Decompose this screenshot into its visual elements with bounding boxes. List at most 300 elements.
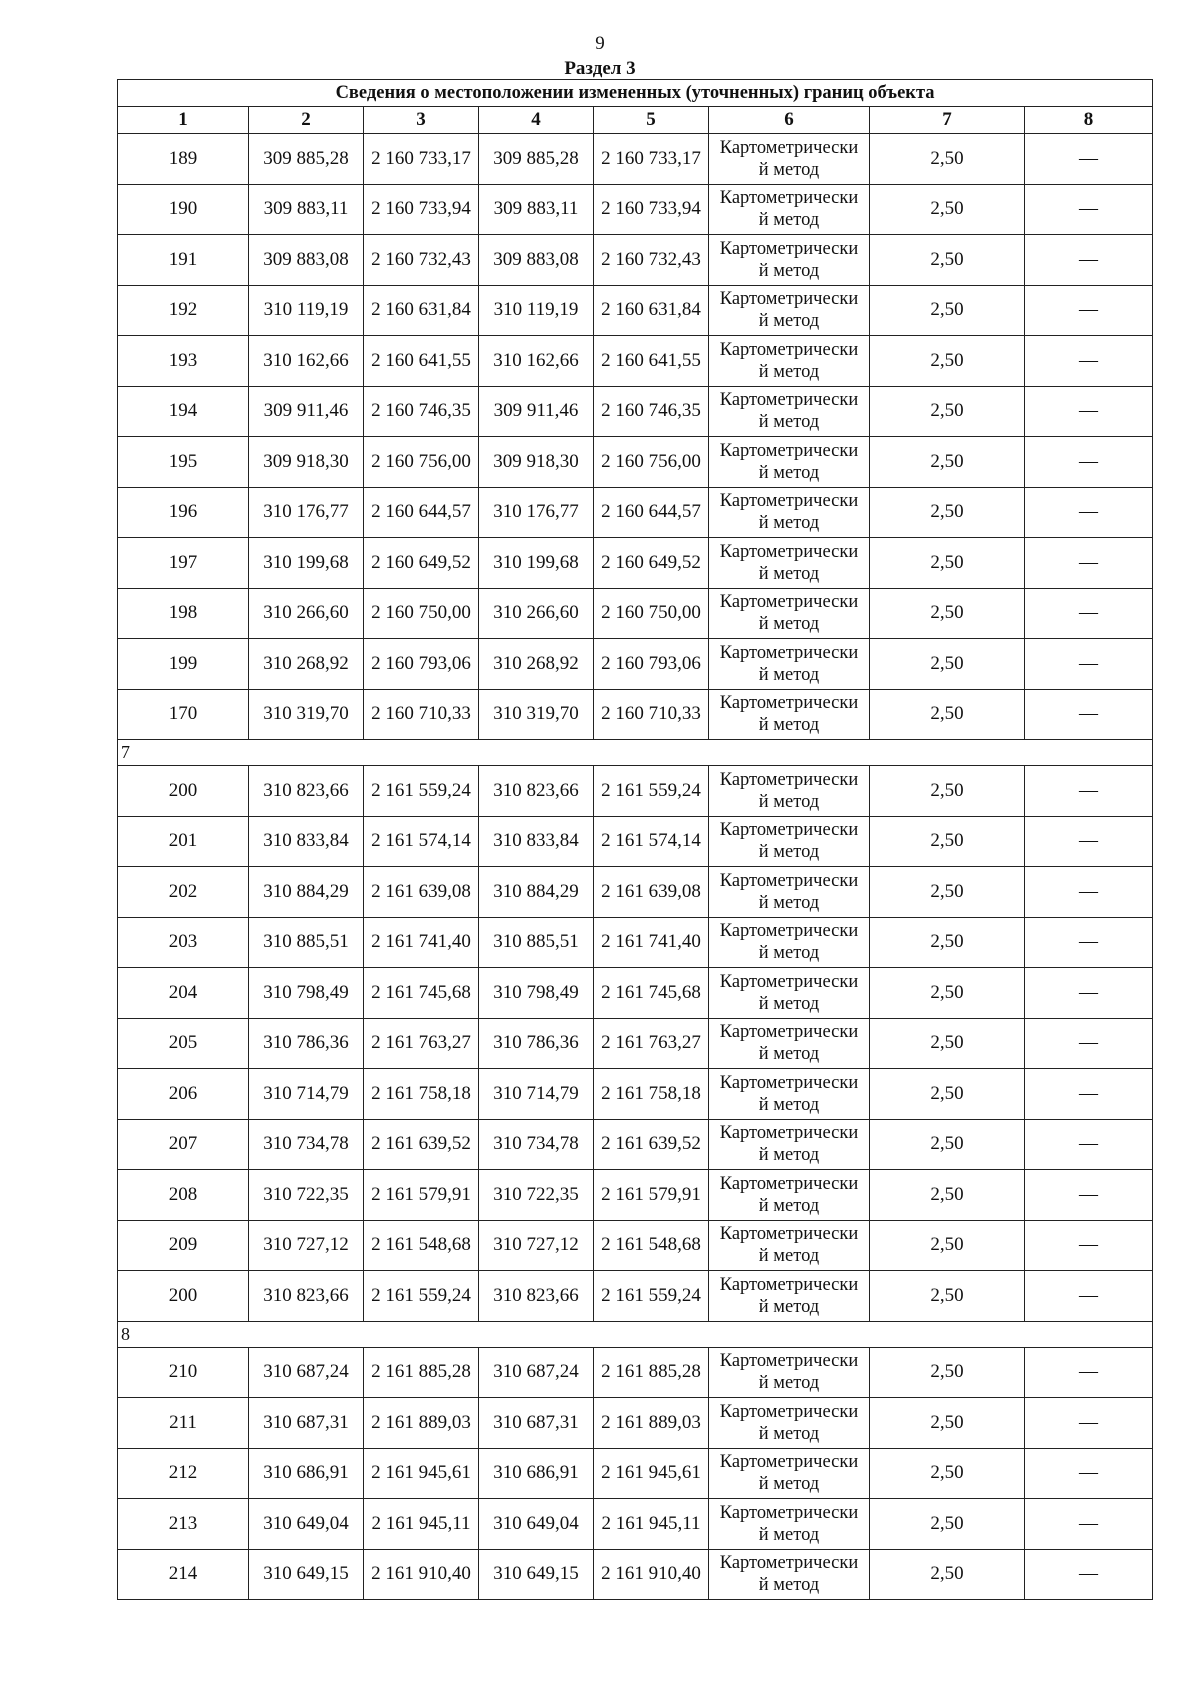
y-old-cell: 2 161 745,68: [364, 968, 479, 1019]
y-new-cell: 2 161 639,08: [594, 867, 709, 918]
x-new-cell: 310 199,68: [479, 538, 594, 589]
column-number: 4: [479, 107, 594, 134]
x-new-cell: 310 649,04: [479, 1499, 594, 1550]
method-cell: [709, 1119, 870, 1170]
boundary-coordinates-table: [117, 79, 1153, 1600]
method-text-line2: й метод: [758, 892, 820, 913]
description-cell: —: [1025, 639, 1153, 690]
column-number: 5: [594, 107, 709, 134]
column-number: 8: [1025, 107, 1153, 134]
x-old-cell: 310 649,15: [249, 1549, 364, 1600]
y-new-cell: 2 161 741,40: [594, 917, 709, 968]
method-cell: [709, 639, 870, 690]
table-row: [118, 689, 1153, 740]
accuracy-cell: 2,50: [870, 867, 1025, 918]
table-row: [118, 968, 1153, 1019]
method-cell: [709, 538, 870, 589]
accuracy-cell: 2,50: [870, 1448, 1025, 1499]
accuracy-cell: 2,50: [870, 689, 1025, 740]
y-new-cell: 2 160 710,33: [594, 689, 709, 740]
method-cell: [709, 917, 870, 968]
table-body: [118, 134, 1153, 1600]
accuracy-cell: 2,50: [870, 639, 1025, 690]
table-row: [118, 1448, 1153, 1499]
method-text-line2: й метод: [758, 993, 820, 1014]
x-new-cell: 310 268,92: [479, 639, 594, 690]
y-old-cell: 2 161 945,11: [364, 1499, 479, 1550]
y-new-cell: 2 160 631,84: [594, 285, 709, 336]
y-old-cell: 2 160 644,57: [364, 487, 479, 538]
y-new-cell: 2 160 756,00: [594, 437, 709, 488]
accuracy-cell: 2,50: [870, 235, 1025, 286]
point-number-cell: 170: [118, 689, 249, 740]
method-text-line1: Картометрически: [719, 541, 859, 562]
method-cell: [709, 134, 870, 185]
method-text-line1: Картометрически: [719, 339, 859, 360]
method-text-line2: й метод: [758, 1524, 820, 1545]
x-old-cell: 310 687,24: [249, 1347, 364, 1398]
x-old-cell: 309 885,28: [249, 134, 364, 185]
x-old-cell: 309 911,46: [249, 386, 364, 437]
column-number-row: [118, 107, 1153, 134]
y-old-cell: 2 160 710,33: [364, 689, 479, 740]
method-text-line2: й метод: [758, 1195, 820, 1216]
method-text-line1: Картометрически: [719, 921, 859, 942]
column-number: 6: [709, 107, 870, 134]
point-number-cell: 207: [118, 1119, 249, 1170]
description-cell: —: [1025, 917, 1153, 968]
table-row: [118, 1499, 1153, 1550]
method-cell: [709, 1398, 870, 1449]
method-text-line2: й метод: [758, 159, 820, 180]
x-new-cell: 309 883,11: [479, 184, 594, 235]
contour-group-row: [118, 740, 1153, 766]
y-new-cell: 2 161 639,52: [594, 1119, 709, 1170]
description-cell: —: [1025, 1170, 1153, 1221]
contour-group-label: 7: [118, 740, 1153, 766]
x-old-cell: 310 199,68: [249, 538, 364, 589]
description-cell: —: [1025, 867, 1153, 918]
x-old-cell: 310 823,66: [249, 766, 364, 817]
method-cell: [709, 766, 870, 817]
method-text-line1: Картометрически: [719, 971, 859, 992]
y-new-cell: 2 160 733,94: [594, 184, 709, 235]
description-cell: —: [1025, 1220, 1153, 1271]
y-new-cell: 2 160 732,43: [594, 235, 709, 286]
method-text-line2: й метод: [758, 1474, 820, 1495]
accuracy-cell: 2,50: [870, 386, 1025, 437]
method-text-line1: Картометрически: [719, 491, 859, 512]
table-row: [118, 867, 1153, 918]
method-text-line1: Картометрически: [719, 1072, 859, 1093]
accuracy-cell: 2,50: [870, 1220, 1025, 1271]
x-new-cell: 310 823,66: [479, 1271, 594, 1322]
table-row: [118, 1069, 1153, 1120]
method-text-line1: Картометрически: [719, 289, 859, 310]
accuracy-cell: 2,50: [870, 487, 1025, 538]
y-old-cell: 2 160 641,55: [364, 336, 479, 387]
table-row: [118, 134, 1153, 185]
y-new-cell: 2 161 945,11: [594, 1499, 709, 1550]
method-text-line2: й метод: [758, 311, 820, 332]
description-cell: —: [1025, 1119, 1153, 1170]
accuracy-cell: 2,50: [870, 968, 1025, 1019]
method-text-line2: й метод: [758, 1296, 820, 1317]
x-old-cell: 310 833,84: [249, 816, 364, 867]
method-cell: [709, 487, 870, 538]
point-number-cell: 196: [118, 487, 249, 538]
description-cell: —: [1025, 538, 1153, 589]
contour-group-label: 8: [118, 1321, 1153, 1347]
x-new-cell: 310 649,15: [479, 1549, 594, 1600]
point-number-cell: 189: [118, 134, 249, 185]
method-text-line2: й метод: [758, 1575, 820, 1596]
method-text-line1: Картометрически: [719, 642, 859, 663]
point-number-cell: 210: [118, 1347, 249, 1398]
x-old-cell: 310 722,35: [249, 1170, 364, 1221]
method-text-line2: й метод: [758, 1094, 820, 1115]
method-text-line1: Картометрически: [719, 1022, 859, 1043]
y-new-cell: 2 160 793,06: [594, 639, 709, 690]
x-old-cell: 310 268,92: [249, 639, 364, 690]
y-new-cell: 2 161 579,91: [594, 1170, 709, 1221]
y-old-cell: 2 160 631,84: [364, 285, 479, 336]
method-text-line1: Картометрически: [719, 1401, 859, 1422]
point-number-cell: 190: [118, 184, 249, 235]
method-cell: [709, 285, 870, 336]
accuracy-cell: 2,50: [870, 1499, 1025, 1550]
accuracy-cell: 2,50: [870, 1271, 1025, 1322]
method-text-line1: Картометрически: [719, 440, 859, 461]
accuracy-cell: 2,50: [870, 1170, 1025, 1221]
accuracy-cell: 2,50: [870, 1347, 1025, 1398]
method-cell: [709, 1499, 870, 1550]
method-cell: [709, 1549, 870, 1600]
y-old-cell: 2 160 756,00: [364, 437, 479, 488]
method-text-line2: й метод: [758, 210, 820, 231]
description-cell: —: [1025, 1347, 1153, 1398]
y-old-cell: 2 161 889,03: [364, 1398, 479, 1449]
y-old-cell: 2 160 733,94: [364, 184, 479, 235]
x-old-cell: 310 798,49: [249, 968, 364, 1019]
x-new-cell: 310 714,79: [479, 1069, 594, 1120]
accuracy-cell: 2,50: [870, 184, 1025, 235]
y-old-cell: 2 160 750,00: [364, 588, 479, 639]
point-number-cell: 213: [118, 1499, 249, 1550]
point-number-cell: 198: [118, 588, 249, 639]
description-cell: —: [1025, 437, 1153, 488]
x-old-cell: 310 687,31: [249, 1398, 364, 1449]
table-row: [118, 1119, 1153, 1170]
x-old-cell: 310 884,29: [249, 867, 364, 918]
method-text-line1: Картометрически: [719, 870, 859, 891]
method-text-line2: й метод: [758, 1044, 820, 1065]
method-text-line2: й метод: [758, 361, 820, 382]
table-row: [118, 437, 1153, 488]
x-new-cell: 309 918,30: [479, 437, 594, 488]
method-cell: [709, 968, 870, 1019]
table-caption: Сведения о местоположении измененных (уточненных) границ объекта: [118, 80, 1153, 107]
table-row: [118, 487, 1153, 538]
accuracy-cell: 2,50: [870, 1398, 1025, 1449]
method-text-line1: Картометрически: [719, 1173, 859, 1194]
table-row: [118, 1271, 1153, 1322]
y-new-cell: 2 161 889,03: [594, 1398, 709, 1449]
y-old-cell: 2 161 639,52: [364, 1119, 479, 1170]
x-new-cell: 310 162,66: [479, 336, 594, 387]
method-text-line2: й метод: [758, 943, 820, 964]
accuracy-cell: 2,50: [870, 588, 1025, 639]
table-row: [118, 1549, 1153, 1600]
description-cell: —: [1025, 184, 1153, 235]
method-text-line1: Картометрически: [719, 137, 859, 158]
page-number: 9: [595, 33, 605, 54]
accuracy-cell: 2,50: [870, 538, 1025, 589]
accuracy-cell: 2,50: [870, 134, 1025, 185]
x-old-cell: 310 714,79: [249, 1069, 364, 1120]
table-row: [118, 1398, 1153, 1449]
method-text-line2: й метод: [758, 1373, 820, 1394]
description-cell: —: [1025, 766, 1153, 817]
y-new-cell: 2 161 574,14: [594, 816, 709, 867]
x-old-cell: 310 119,19: [249, 285, 364, 336]
description-cell: —: [1025, 1271, 1153, 1322]
x-old-cell: 310 686,91: [249, 1448, 364, 1499]
method-text-line2: й метод: [758, 1246, 820, 1267]
point-number-cell: 212: [118, 1448, 249, 1499]
description-cell: —: [1025, 816, 1153, 867]
description-cell: —: [1025, 1549, 1153, 1600]
table-row: [118, 184, 1153, 235]
description-cell: —: [1025, 968, 1153, 1019]
method-text-line2: й метод: [758, 664, 820, 685]
method-cell: [709, 816, 870, 867]
description-cell: —: [1025, 1069, 1153, 1120]
method-text-line2: й метод: [758, 462, 820, 483]
accuracy-cell: 2,50: [870, 1018, 1025, 1069]
method-text-line2: й метод: [758, 513, 820, 534]
description-cell: —: [1025, 1018, 1153, 1069]
point-number-cell: 204: [118, 968, 249, 1019]
point-number-cell: 193: [118, 336, 249, 387]
point-number-cell: 200: [118, 766, 249, 817]
method-text-line1: Картометрически: [719, 1553, 859, 1574]
y-new-cell: 2 161 559,24: [594, 1271, 709, 1322]
table-row: [118, 285, 1153, 336]
method-text-line1: Картометрически: [719, 1351, 859, 1372]
x-old-cell: 310 162,66: [249, 336, 364, 387]
accuracy-cell: 2,50: [870, 437, 1025, 488]
x-new-cell: 310 119,19: [479, 285, 594, 336]
point-number-cell: 214: [118, 1549, 249, 1600]
point-number-cell: 201: [118, 816, 249, 867]
x-old-cell: 310 823,66: [249, 1271, 364, 1322]
method-cell: [709, 1448, 870, 1499]
method-cell: [709, 235, 870, 286]
point-number-cell: 192: [118, 285, 249, 336]
x-new-cell: 310 687,31: [479, 1398, 594, 1449]
description-cell: —: [1025, 689, 1153, 740]
x-new-cell: 310 734,78: [479, 1119, 594, 1170]
y-new-cell: 2 161 559,24: [594, 766, 709, 817]
y-old-cell: 2 161 910,40: [364, 1549, 479, 1600]
section-title: Раздел 3: [564, 58, 636, 79]
method-text-line1: Картометрически: [719, 820, 859, 841]
method-text-line1: Картометрически: [719, 1224, 859, 1245]
y-old-cell: 2 160 746,35: [364, 386, 479, 437]
table-row: [118, 386, 1153, 437]
y-old-cell: 2 161 763,27: [364, 1018, 479, 1069]
x-new-cell: 309 883,08: [479, 235, 594, 286]
table-row: [118, 1347, 1153, 1398]
point-number-cell: 203: [118, 917, 249, 968]
accuracy-cell: 2,50: [870, 285, 1025, 336]
description-cell: —: [1025, 588, 1153, 639]
description-cell: —: [1025, 235, 1153, 286]
table-row: [118, 538, 1153, 589]
y-new-cell: 2 161 548,68: [594, 1220, 709, 1271]
x-old-cell: 310 734,78: [249, 1119, 364, 1170]
method-text-line1: Картометрически: [719, 390, 859, 411]
method-text-line1: Картометрически: [719, 1452, 859, 1473]
y-new-cell: 2 161 885,28: [594, 1347, 709, 1398]
method-text-line1: Картометрически: [719, 1274, 859, 1295]
y-new-cell: 2 160 649,52: [594, 538, 709, 589]
x-old-cell: 310 649,04: [249, 1499, 364, 1550]
y-new-cell: 2 161 910,40: [594, 1549, 709, 1600]
method-cell: [709, 1069, 870, 1120]
contour-group-row: [118, 1321, 1153, 1347]
y-old-cell: 2 161 758,18: [364, 1069, 479, 1120]
table-row: [118, 917, 1153, 968]
method-text-line2: й метод: [758, 614, 820, 635]
y-old-cell: 2 161 945,61: [364, 1448, 479, 1499]
x-old-cell: 309 883,08: [249, 235, 364, 286]
method-text-line1: Картометрически: [719, 1502, 859, 1523]
accuracy-cell: 2,50: [870, 816, 1025, 867]
method-cell: [709, 689, 870, 740]
x-new-cell: 310 884,29: [479, 867, 594, 918]
method-cell: [709, 437, 870, 488]
accuracy-cell: 2,50: [870, 1549, 1025, 1600]
y-old-cell: 2 161 885,28: [364, 1347, 479, 1398]
x-old-cell: 310 319,70: [249, 689, 364, 740]
y-old-cell: 2 160 793,06: [364, 639, 479, 690]
x-new-cell: 310 885,51: [479, 917, 594, 968]
x-new-cell: 310 786,36: [479, 1018, 594, 1069]
y-old-cell: 2 161 559,24: [364, 766, 479, 817]
x-new-cell: 310 823,66: [479, 766, 594, 817]
y-new-cell: 2 160 733,17: [594, 134, 709, 185]
point-number-cell: 191: [118, 235, 249, 286]
x-new-cell: 310 798,49: [479, 968, 594, 1019]
x-new-cell: 310 727,12: [479, 1220, 594, 1271]
point-number-cell: 197: [118, 538, 249, 589]
point-number-cell: 209: [118, 1220, 249, 1271]
method-text-line1: Картометрически: [719, 238, 859, 259]
point-number-cell: 205: [118, 1018, 249, 1069]
accuracy-cell: 2,50: [870, 917, 1025, 968]
method-text-line1: Картометрически: [719, 1123, 859, 1144]
method-text-line2: й метод: [758, 842, 820, 863]
column-number: 1: [118, 107, 249, 134]
method-text-line1: Картометрически: [719, 592, 859, 613]
y-old-cell: 2 161 579,91: [364, 1170, 479, 1221]
method-cell: [709, 184, 870, 235]
description-cell: —: [1025, 1499, 1153, 1550]
method-text-line2: й метод: [758, 1423, 820, 1444]
accuracy-cell: 2,50: [870, 766, 1025, 817]
x-old-cell: 310 885,51: [249, 917, 364, 968]
method-text-line2: й метод: [758, 1145, 820, 1166]
x-old-cell: 310 727,12: [249, 1220, 364, 1271]
table-row: [118, 816, 1153, 867]
description-cell: —: [1025, 1398, 1153, 1449]
y-old-cell: 2 160 733,17: [364, 134, 479, 185]
description-cell: —: [1025, 386, 1153, 437]
description-cell: —: [1025, 336, 1153, 387]
method-cell: [709, 1347, 870, 1398]
description-cell: —: [1025, 134, 1153, 185]
point-number-cell: 206: [118, 1069, 249, 1120]
point-number-cell: 200: [118, 1271, 249, 1322]
method-cell: [709, 336, 870, 387]
point-number-cell: 208: [118, 1170, 249, 1221]
method-text-line2: й метод: [758, 715, 820, 736]
method-text-line1: Картометрически: [719, 188, 859, 209]
y-old-cell: 2 161 574,14: [364, 816, 479, 867]
y-old-cell: 2 160 732,43: [364, 235, 479, 286]
description-cell: —: [1025, 487, 1153, 538]
method-text-line2: й метод: [758, 563, 820, 584]
x-old-cell: 310 176,77: [249, 487, 364, 538]
accuracy-cell: 2,50: [870, 1069, 1025, 1120]
table-row: [118, 588, 1153, 639]
accuracy-cell: 2,50: [870, 1119, 1025, 1170]
y-new-cell: 2 161 758,18: [594, 1069, 709, 1120]
method-text-line2: й метод: [758, 412, 820, 433]
y-old-cell: 2 161 639,08: [364, 867, 479, 918]
point-number-cell: 202: [118, 867, 249, 918]
method-cell: [709, 867, 870, 918]
y-new-cell: 2 161 945,61: [594, 1448, 709, 1499]
y-old-cell: 2 161 741,40: [364, 917, 479, 968]
x-old-cell: 309 918,30: [249, 437, 364, 488]
point-number-cell: 211: [118, 1398, 249, 1449]
y-new-cell: 2 160 641,55: [594, 336, 709, 387]
method-cell: [709, 386, 870, 437]
column-number: 3: [364, 107, 479, 134]
method-cell: [709, 1220, 870, 1271]
x-new-cell: 310 266,60: [479, 588, 594, 639]
x-old-cell: 310 266,60: [249, 588, 364, 639]
table-row: [118, 639, 1153, 690]
table-row: [118, 766, 1153, 817]
y-old-cell: 2 160 649,52: [364, 538, 479, 589]
x-new-cell: 310 687,24: [479, 1347, 594, 1398]
description-cell: —: [1025, 1448, 1153, 1499]
x-new-cell: 310 722,35: [479, 1170, 594, 1221]
y-new-cell: 2 160 750,00: [594, 588, 709, 639]
method-cell: [709, 588, 870, 639]
y-new-cell: 2 161 763,27: [594, 1018, 709, 1069]
description-cell: —: [1025, 285, 1153, 336]
method-cell: [709, 1170, 870, 1221]
x-new-cell: 309 911,46: [479, 386, 594, 437]
method-text-line2: й метод: [758, 791, 820, 812]
method-cell: [709, 1018, 870, 1069]
x-new-cell: 310 833,84: [479, 816, 594, 867]
